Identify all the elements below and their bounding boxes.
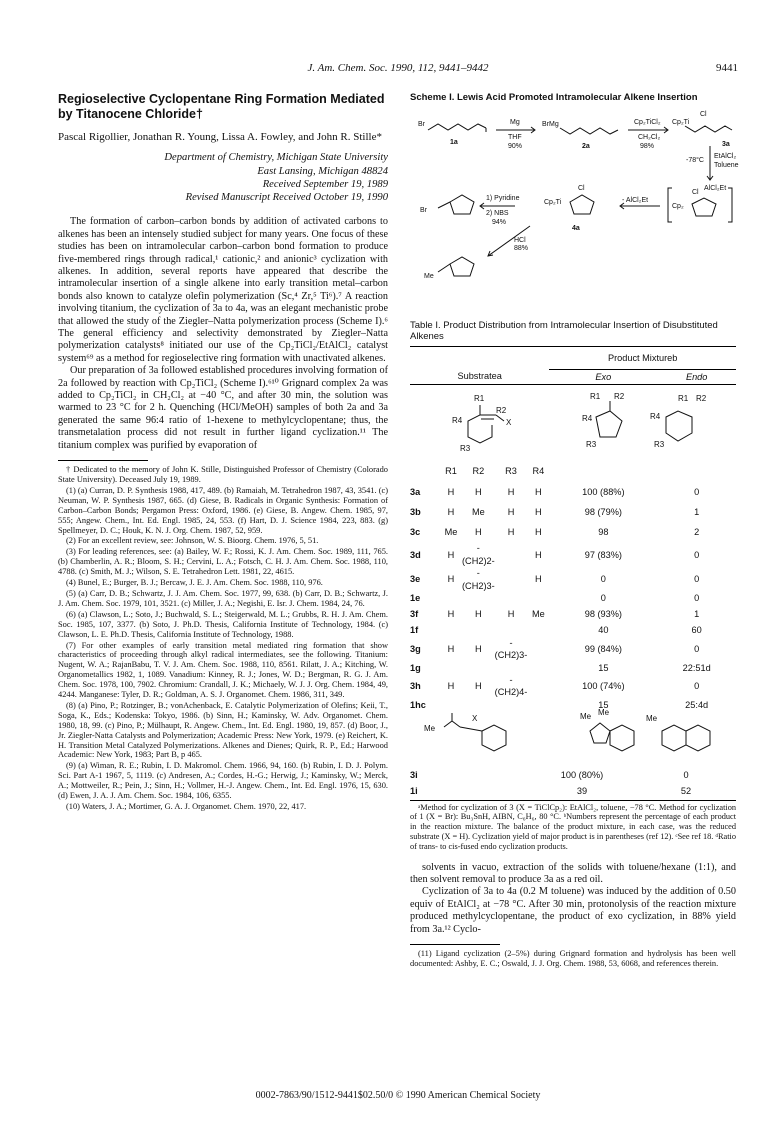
- structure-label: X: [506, 417, 512, 427]
- footnote: (6) (a) Clawson, L.; Soto, J.; Buchwald, S. L.; Steigerwald, M. L.; Grubbs, R. H. J. Am. Chem. Soc. 1985, 107, 3377. (b) Soto, J. Ph.D. Thesis, California Institute of Technology, 1984. (c) Clawson, L. E. Ph.D. Thesis, California Institute of Technology, 1988.: [58, 609, 388, 639]
- atom-label: Cp₂Ti: [672, 119, 690, 127]
- received-date: Received September 19, 1989: [262, 179, 388, 191]
- product-table-tail: [410, 765, 736, 797]
- cell-exo: 15: [598, 699, 609, 710]
- cell-exo: 0: [600, 574, 606, 585]
- footnote: (10) Waters, J. A.; Mortimer, G. A. J. Organomet. Chem. 1970, 22, 417.: [66, 802, 307, 811]
- cell-r2: [462, 765, 484, 785]
- cell-r4: [527, 674, 549, 699]
- footnote: (3) For leading references, see: (a) Bailey, W. F.; Rossi, K. J. Am. Chem. Soc. 1989, 111, 765. (b) Chamberlin, A. R.; Bloom, S. H.; Cervini, L. A.; Fotsch, C. H. J. Am. Chem. Soc. 1988, 110, 4788. (c) Smith, M. J.; Wilson, S. E. Tetrahedron Lett. 1981, 22, 4615.: [58, 547, 388, 577]
- rgroup-header: R2: [472, 466, 485, 477]
- cell-exo: 0: [600, 592, 606, 603]
- cell-id: 3d: [410, 549, 421, 560]
- cell-endo: 0: [683, 769, 689, 780]
- cell-id: 3c: [410, 527, 421, 538]
- footnote: (9) (a) Wiman, R. E.; Rubin, I. D. Makromol. Chem. 1966, 94, 160. (b) Rubin, I. D. J. Polym. Sci. Part A-1 1967, 5, 1119. (c) Andresen, A.; Cordes, H.-G.; Herwig, J.; Kaminsky, W.; Merck, A.; Mottweiler, R.; Pein, J.; Sinn, H.; Vollmer, H.-J. Angew. Chem., Int. Ed. Engl. 1976, 15, 630. (d) Ewen, J. A. J. Am. Chem. Soc. 1984, 106, 6355.: [58, 761, 388, 801]
- cell-r1: H: [447, 487, 455, 498]
- structure-label: X: [472, 714, 478, 724]
- cell-r1: [440, 662, 462, 674]
- cell-r1: [440, 624, 462, 636]
- cell-endo: 60: [691, 625, 702, 636]
- atom-label: Cl: [700, 111, 707, 119]
- cell-id: 3b: [410, 507, 421, 518]
- cell-r2: H: [475, 681, 482, 692]
- atom-label: Cp₂: [672, 203, 684, 211]
- reagent-label: 88%: [514, 245, 529, 253]
- cell-id: 1hc: [410, 699, 426, 710]
- cell-endo: 0: [694, 592, 700, 603]
- table-row: [410, 674, 736, 699]
- structure-label: R3: [586, 439, 597, 449]
- structure-label: R2: [614, 391, 625, 401]
- cell-r4: H: [535, 549, 542, 560]
- cell-r3: [495, 567, 528, 592]
- cell-r3: [495, 662, 528, 674]
- structure-label: R3: [654, 439, 665, 449]
- reagent-label: 2) NBS: [486, 210, 509, 218]
- cell-r4: [527, 592, 549, 604]
- table-row: [410, 662, 736, 674]
- table-row: [410, 637, 736, 662]
- table-row: [410, 522, 736, 542]
- footnote-divider: [410, 944, 500, 945]
- structure-label: R4: [650, 411, 661, 421]
- footnote: (1) (a) Curran, D. P. Synthesis 1988, 417, 489. (b) Ramaiah, M. Tetrahedron 1987, 43, 3541. (c) Neuman, W. P. Synthesis 1987, 665. (d) Giese, B. Radicals in Organic Synthesis: Formation of Carbon–Carbon Bonds; Pergamon Press: Oxford, 1986. (e) Giese, B. Angew. Chem. 1985, 97, 555; Angew. Chem., Int. Ed. Engl. 1985, 24, 553. (f) Hart, D. J. Science 1984, 223, 883. (g) Spellmeyer, D. C.; Houk, K. N. J. Org. Chem. 1987, 52, 959.: [58, 485, 388, 535]
- table-row: [410, 502, 736, 522]
- cell-exo: 98: [598, 527, 609, 538]
- cell-r2: H: [475, 527, 482, 538]
- rgroup-header: R4: [532, 466, 545, 477]
- footnote-divider: [58, 460, 148, 461]
- structure-label: Me: [646, 714, 658, 724]
- rgroup-header: R1: [445, 466, 457, 477]
- cell-r1: [440, 592, 462, 604]
- cell-exo: 100 (80%): [560, 769, 604, 780]
- atom-label: Br: [418, 121, 425, 129]
- revised-date: Revised Manuscript Received October 19, 1990: [185, 191, 388, 203]
- table-row: [410, 542, 736, 567]
- cell-r4: H: [535, 574, 542, 585]
- cell-id: 3f: [410, 609, 419, 620]
- structure-label: R2: [496, 405, 507, 415]
- cell-r2: H: [475, 487, 482, 498]
- cell-endo: 0: [694, 574, 700, 585]
- cell-exo: 100 (88%): [582, 487, 625, 498]
- cell-id: 3a: [410, 487, 421, 498]
- atom-label: Cl: [578, 185, 585, 193]
- structure-label: R2: [696, 393, 707, 403]
- body-paragraph: Cyclization of 3a to 4a (0.2 M toluene) was induced by the addition of 0.50 equiv of EtAlCl₂ at −78 °C. After 30 min, protonolysis of the reaction mixture produced methylcyclopentane, the product of exo cyclization, in 88% yield from 3a.¹² Cyclo-: [410, 886, 736, 935]
- affiliation-line-1: Department of Chemistry, Michigan State University: [164, 152, 388, 163]
- compound-label: 4a: [572, 225, 580, 233]
- compound-label: 3a: [722, 141, 730, 149]
- body-paragraph: The formation of carbon–carbon bonds by addition of activated carbons to alkenes has been an intensely studied subject for many years. One focus of these studies has been on intramolecular carbon–carbon bond formation to produce five-membered rings through radical,¹ cationic,² and anionic³ cyclization with alkenes. In addition, several reports have appeared that describe the intramolecular insertion of a single alkene into early transition metal–carbon bonds also known to catalyze olefin polymerization (Sc,⁴ Zr,⁵ Ti⁶).⁷ A reaction involving titanium, the cyclization of 3a to 4a, was an elegant mechanistic probe that allowed the study of the Ziegler–Natta polymerization process (Scheme I).⁶ The general efficiency and selectivity demonstrated by Ziegler–Natta polymerization catalysts⁸ initiated our use of the Cp₂TiCl₂/EtAlCl₂ catalyst system⁶⁹ as a method for regioselective ring formation with unactivated alkenes.: [58, 216, 388, 364]
- atom-label: Cp₂Ti: [544, 199, 562, 207]
- cell-r2: [462, 785, 484, 797]
- structure-label: R4: [452, 415, 463, 425]
- atom-label: Me: [424, 273, 434, 281]
- cell-endo: 1: [694, 609, 700, 620]
- structure-label: Me: [580, 712, 592, 722]
- cell-exo: 15: [598, 662, 609, 673]
- cell-id: 3h: [410, 681, 421, 692]
- cell-endo: 0: [694, 643, 700, 654]
- reagent-label: THF: [508, 134, 522, 142]
- bottom-structures: [410, 709, 736, 765]
- cell-endo: 2: [694, 527, 700, 538]
- atom-label: AlCl₂Et: [704, 185, 727, 193]
- cell-id: 3g: [410, 643, 421, 654]
- cell-r4: [506, 765, 528, 785]
- footnote: (2) For an excellent review, see: Johnson, W. S. Bioorg. Chem. 1976, 5, 51.: [66, 536, 319, 546]
- cell-exo: 98 (93%): [584, 609, 622, 620]
- table-structures: [410, 385, 736, 457]
- cell-endo: 52: [680, 786, 692, 797]
- cell-r1: H: [447, 681, 455, 692]
- cell-r1: [440, 765, 462, 785]
- cell-r3: -(CH2)3-: [494, 637, 528, 661]
- reagent-label: 1) Pyridine: [486, 195, 520, 203]
- cell-exo: 99 (84%): [584, 643, 622, 654]
- cell-r2: -(CH2)2-: [462, 543, 495, 566]
- atom-label: Br: [420, 207, 427, 215]
- table-row: [410, 765, 736, 785]
- cell-endo: 25:4d: [685, 699, 709, 710]
- compound-label: 2a: [582, 143, 590, 151]
- cell-r2: H: [475, 609, 482, 620]
- cell-r3: [484, 765, 506, 785]
- cell-endo: 0: [694, 487, 700, 498]
- compound-label: 1a: [450, 139, 458, 147]
- cell-r1: H: [447, 643, 455, 654]
- scheme-diagram: [410, 104, 739, 314]
- header-endo: Endo: [685, 371, 708, 382]
- page-footer: 0002-7863/90/1512-9441$02.50/0 © 1990 American Chemical Society: [255, 1090, 541, 1101]
- cell-r1: H: [447, 574, 455, 585]
- table-row: [410, 592, 736, 604]
- cell-r3: H: [507, 507, 515, 518]
- reagent-label: 90%: [508, 143, 523, 151]
- cell-endo: 22:51d: [682, 662, 711, 673]
- cell-r3: [495, 542, 528, 567]
- reagent-label: CH₂Cl₂: [638, 134, 661, 142]
- cell-id: 1f: [410, 625, 419, 636]
- cell-r2: H: [475, 643, 482, 654]
- reagent-label: Cp₂TiCl₂: [634, 119, 661, 127]
- cell-r3: -(CH2)4-: [494, 674, 528, 698]
- reagent-label: HCl: [514, 237, 526, 245]
- cell-id: 1i: [410, 786, 418, 797]
- structure-label: R3: [460, 443, 471, 453]
- footnote: (4) Bunel, E.; Burger, B. J.; Bercaw, J. E. J. Am. Chem. Soc. 1988, 110, 976.: [66, 578, 323, 588]
- footnote: † Dedicated to the memory of John K. Stille, Distinguished Professor of Chemistry (Colorado State University). Deceased July 19, 1989.: [58, 465, 388, 484]
- cell-r3: [495, 592, 528, 604]
- body-paragraph: Our preparation of 3a followed established procedures involving formation of 2a followed by reaction with Cp₂TiCl₂ (Scheme I).⁶¹⁰ Grignard complex 2a was added to Cp₂TiCl₂ in CH₂Cl₂ at −40 °C, and after 30 min, the solution was warmed to 23 °C for 2 h. Quenching (HCl/MeOH) samples of both 2a and 3a generated the same 96:4 ratio of 1-hexene to methylcyclopentane; thus, the transmetalation process did not result in further ligand cyclization.¹¹ The titanium complex was purified by evaporation of: [58, 365, 388, 451]
- reagent-label: - AlCl₂Et: [622, 197, 649, 205]
- cell-r3: [495, 624, 528, 636]
- cell-id: 1g: [410, 662, 421, 673]
- cell-r3: H: [507, 527, 515, 538]
- cell-id: 3e: [410, 574, 421, 585]
- product-table: [410, 346, 736, 711]
- table-row: [410, 604, 736, 624]
- authors: Pascal Rigollier, Jonathan R. Young, Lissa A. Fowley, and John R. Stille*: [58, 131, 382, 143]
- structure-label: R4: [582, 413, 593, 423]
- cell-id: 1e: [410, 592, 421, 603]
- cell-id: 3i: [410, 769, 418, 780]
- cell-r4: H: [535, 487, 542, 498]
- cell-exo: 98 (79%): [584, 507, 622, 518]
- cell-r3: [484, 785, 506, 797]
- atom-label: Cl: [692, 189, 699, 197]
- footnote: (7) For other examples of early transition metal mediated ring formation that show characteristics of proceeding through alkyl radical intermediates, see the following. Titanium: Nugent, W. A.; RajanBabu, T. V. J. Am. Chem. Soc. 1988, 110, 8561. Rilatt, J. A.; Kitching, W. Organometallics 1982, 1, 1089. Vanadium: Kinney, R. J.; Jones, W. D.; Bergman, R. G. J. Am. Chem. Soc. 1978, 100, 7902. Chromium: Crandall, J. K.; Michaely, W. J. J. Org. Chem. 1984, 49, 4244. Manganese: Tyler, D. R.; Goldman, A. S. J. Organomet. Chem. 1986, 311, 349.: [58, 640, 388, 700]
- table-row: [410, 567, 736, 592]
- cell-r1: H: [447, 549, 455, 560]
- cell-r2: [462, 592, 495, 604]
- footnote: (5) (a) Carr, D. B.; Schwartz, J. J. Am. Chem. Soc. 1977, 99, 638. (b) Carr, D. B.; Schwartz, J. J. Am. Chem. Soc. 1979, 101, 3521. (c) Miller, J. A.; Negishi, E. Isr. J. Chem. 1984, 24, 76.: [58, 588, 388, 608]
- cell-exo: 97 (83%): [584, 549, 622, 560]
- cell-r4: [527, 624, 549, 636]
- cell-r2: [462, 624, 495, 636]
- rgroup-header: R3: [505, 466, 517, 477]
- structure-label: Me: [424, 724, 436, 734]
- cell-r1: Me: [444, 527, 458, 538]
- cell-endo: 0: [694, 549, 700, 560]
- table-row: [410, 624, 736, 636]
- header-exo: Exo: [595, 371, 612, 382]
- table-footnote: ᵃMethod for cyclization of 3 (X = TiClCp₂): EtAlCl₂, toluene, −78 °C. Method for cyclization of 1 (X = Br): Bu₃SnH, AIBN, C₆H₆, 80 °C. ᵇNumbers represent the percentage of each product in the reaction mixture. The balance of the product mixture, in each case, was the reduced substrate (X = H). Cyclization yield of major product is in parentheses (ref 12). ᶜSee ref 18. ᵈRatio of trans- to cis-fused endo cyclization products.: [410, 800, 736, 852]
- footnote: (11) Ligand cyclization (2–5%) during Grignard formation and hydrolysis has been well documented: Ashby, E. C.; Oswald, J. J. Org. Chem. 1988, 53, 6068, and references therein.: [410, 949, 736, 968]
- cell-r4: [527, 637, 549, 662]
- affiliation-line-2: East Lansing, Michigan 48824: [257, 165, 388, 177]
- journal-citation: J. Am. Chem. Soc. 1990, 112, 9441–9442: [307, 62, 489, 74]
- structure-label: R1: [474, 393, 485, 403]
- structure-label: R1: [678, 393, 689, 403]
- table-row: [410, 785, 736, 797]
- article-title: Regioselective Cyclopentane Ring Formation Mediated by Titanocene Chloride†: [58, 92, 385, 121]
- reagent-label: Toluene: [714, 162, 739, 170]
- cell-r2: Me: [471, 507, 485, 518]
- cell-endo: 0: [694, 681, 700, 692]
- page-number: 9441: [716, 62, 738, 74]
- cell-r4: [527, 662, 549, 674]
- running-header: [58, 62, 738, 74]
- atom-label: BrMg: [542, 121, 559, 129]
- cell-r1: [440, 785, 462, 797]
- cell-r1: H: [447, 609, 455, 620]
- reagent-label: 98%: [640, 143, 655, 151]
- header-substrate: Substratea: [457, 371, 502, 382]
- left-column: [58, 92, 388, 813]
- structure-label: Me: [598, 708, 610, 718]
- cell-r4: Me: [531, 609, 545, 620]
- reagent-label: 94%: [492, 219, 507, 227]
- table-row: [410, 482, 736, 502]
- reagent-label: Mg: [510, 119, 520, 127]
- reagent-label: EtAlCl₂: [714, 153, 737, 161]
- body-paragraph: solvents in vacuo, extraction of the solids with toluene/hexane (1:1), and then solvent removal to produce 3a as a red oil.: [410, 861, 736, 885]
- cell-r3: H: [507, 487, 515, 498]
- cell-r4: [506, 785, 528, 797]
- footnote: (8) (a) Pino, P.; Rotzinger, B.; vonAchenback, E. Catalytic Polymerization of Olefins; Keii, T., Soga, K., Eds.; Kodenska: Tokyo, 1986. (b) Sinn, H.; Kaminsky, W. Adv. Organomet. Chem. 1980, 18, 99. (c) Pino, P.; Mülhaupt, R. Angew. Chem., Int. Ed. Engl. 1980, 19, 857. (d) Boor, J., Jr. Ziegler-Natta Catalysts and Polymerization; Academic Press: New York, 1979. (e) Reichert, K. H. Transition Metal Catalyzed Polymerizations. Alkenes and Dienes; Quirk, R. P., Ed.; Harwood Academic: New York, 1983; Part B, p 465.: [58, 700, 388, 760]
- reagent-label: -78°C: [686, 157, 704, 165]
- header-product-mixture: Product Mixtureb: [549, 347, 736, 370]
- cell-r1: H: [447, 507, 455, 518]
- table-caption: Table I. Product Distribution from Intramolecular Insertion of Disubstituted Alkenes: [410, 320, 718, 343]
- cell-endo: 1: [694, 507, 700, 518]
- cell-r4: H: [535, 507, 542, 518]
- cell-r2: -(CH2)3-: [462, 568, 495, 591]
- scheme-title: Scheme I. Lewis Acid Promoted Intramolecular Alkene Insertion: [410, 92, 698, 103]
- cell-r2: [462, 662, 495, 674]
- cell-exo: 40: [598, 625, 609, 636]
- cell-exo: 100 (74%): [582, 681, 625, 692]
- right-column: [410, 92, 739, 970]
- cell-r4: H: [535, 527, 542, 538]
- cell-r3: H: [507, 609, 515, 620]
- cell-exo: 39: [576, 786, 588, 797]
- structure-label: R1: [590, 391, 601, 401]
